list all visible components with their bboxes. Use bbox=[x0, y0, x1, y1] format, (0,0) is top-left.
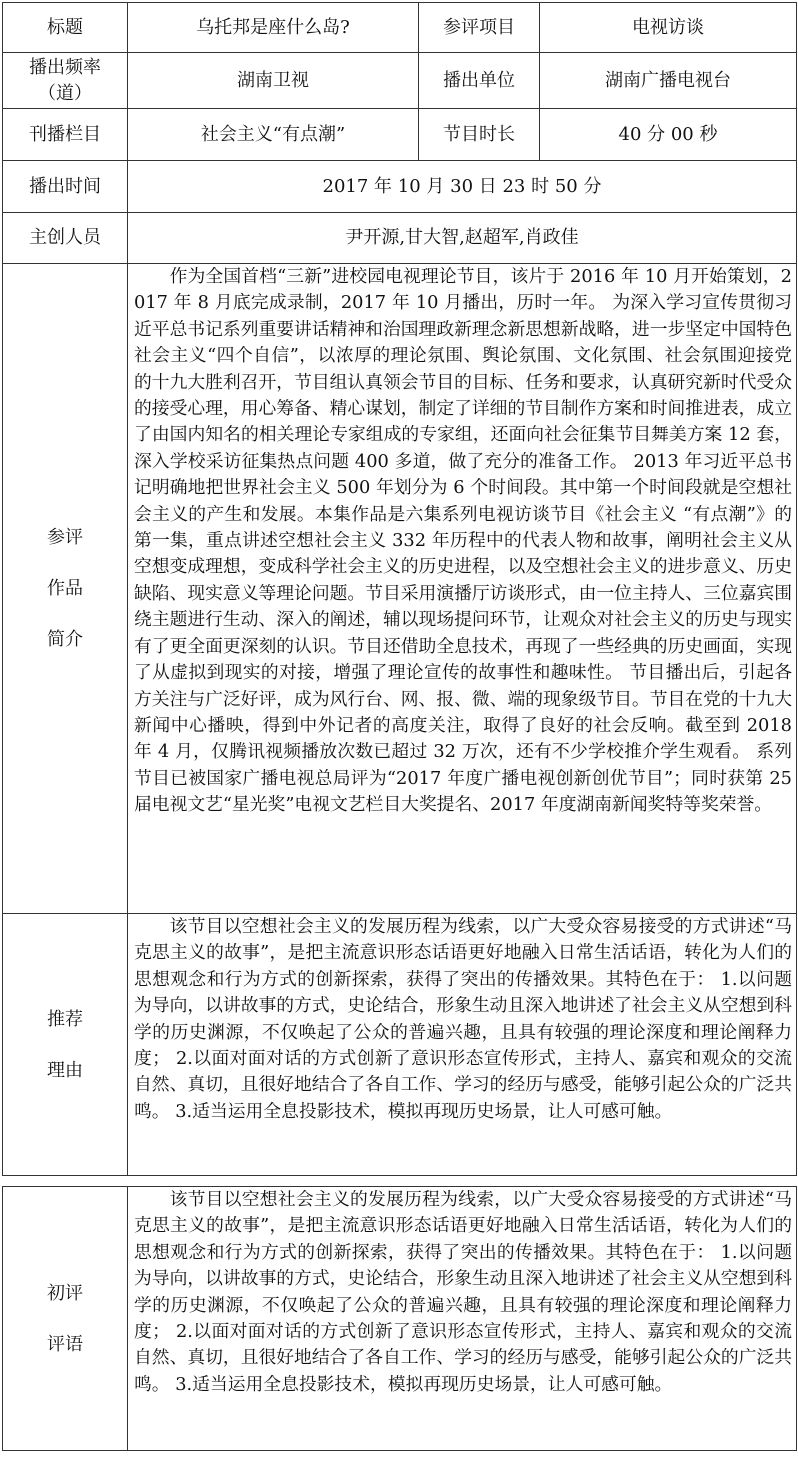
column-value: 社会主义“有点潮” bbox=[128, 109, 419, 161]
review-table bbox=[2, 1186, 797, 1451]
channel-value: 湖南卫视 bbox=[128, 53, 419, 109]
airtime-value: 2017 年 10 月 30 日 23 时 50 分 bbox=[128, 161, 797, 213]
unit-value: 湖南广播电视台 bbox=[540, 53, 797, 109]
creators-label: 主创人员 bbox=[3, 213, 128, 264]
creators-row bbox=[3, 213, 797, 264]
title-value: 乌托邦是座什么岛? bbox=[128, 3, 419, 53]
review-row bbox=[3, 1187, 797, 1451]
channel-row bbox=[3, 53, 797, 109]
duration-value: 40 分 00 秒 bbox=[540, 109, 797, 161]
category-label: 参评项目 bbox=[419, 3, 540, 53]
channel-label: 播出频率（道） bbox=[3, 53, 128, 109]
column-label: 刊播栏目 bbox=[3, 109, 128, 161]
recommend-label-line: 理由 bbox=[47, 1059, 83, 1081]
recommend-label-line: 推荐 bbox=[47, 1008, 83, 1030]
review-text: 该节目以空想社会主义的发展历程为线索，以广大受众容易接受的方式讲述“马克思主义的故事”，是把主流意识形态话语更好地融入日常生活话语，转化为人们的思想观念和行为方式的创新探索，获得了突出的传播效果。其特色在于： 1.以问题为导向，以讲故事的方式，史论结合，形象生动且深入地讲述了社会主义从空想到科学的历史渊源，不仅唤起了公众的普遍兴趣，且具有较强的理论深度和理论阐释力度； 2.以面对面对话的方式创新了意识形态宣传形式，主持人、嘉宾和观众的交流自然、真切，且很好地结合了各自工作、学习的经历与感受，能够引起公众的广泛共鸣。 3.适当运用全息投影技术，模拟再现历史场景，让人可感可触。 bbox=[128, 1187, 797, 1451]
unit-label: 播出单位 bbox=[419, 53, 540, 109]
category-value: 电视访谈 bbox=[540, 3, 797, 53]
column-row bbox=[3, 109, 797, 161]
recommend-row bbox=[3, 914, 797, 1176]
review-label-line: 初评 bbox=[47, 1282, 83, 1304]
summary-label-line: 作品 bbox=[47, 578, 83, 599]
review-label bbox=[3, 1187, 128, 1451]
creators-value: 尹开源,甘大智,赵超军,肖政佳 bbox=[128, 213, 797, 264]
title-label: 标题 bbox=[3, 3, 128, 53]
entry-form-table bbox=[2, 2, 797, 1176]
summary-text: 作为全国首档“三新”进校园电视理论节目，该片于 2016 年 10 月开始策划，2017 年 8 月底完成录制，2017 年 10 月播出，历时一年。 为深入学习宣传贯彻习近平总书记系列重要讲话精神和治国理政新理念新思想新战略，进一步坚定中国特色社会主义“四个自信”，以浓厚的理论氛围、舆论氛围、文化氛围、社会氛围迎接党的十九大胜利召开，节目组认真领会节目的目标、任务和要求，认真研究新时代受众的接受心理，用心筹备、精心谋划，制定了详细的节目制作方案和时间推进表，成立了由国内知名的相关理论专家组成的专家组，还面向社会征集节目舞美方案 12 套，深入学校采访征集热点问题 400 多道，做了充分的准备工作。 2013 年习近平总书记明确地把世界社会主义 500 年划分为 6 个时间段。其中第一个时间段就是空想社会主义的产生和发展。本集作品是六集系列电视访谈节目《社会主义 “有点潮”》的第一集，重点讲述空想社会主义 332 年历程中的代表人物和故事，阐明社会主义从空想变成理想，变成科学社会主义的历史进程，以及空想社会主义的进步意义、历史缺陷、现实意义等理论问题。节目采用演播厅访谈形式，由一位主持人、三位嘉宾围绕主题进行生动、深入的阐述，辅以现场提问环节，让观众对社会主义的历史与现实有了更全面更深刻的认识。节目还借助全息技术，再现了一些经典的历史画面，实现了从虚拟到现实的对接，增强了理论宣传的故事性和趣味性。 节目播出后，引起各方关注与广泛好评，成为风行台、网、报、微、端的现象级节目。节目在党的十九大新闻中心播映，得到中外记者的高度关注，取得了良好的社会反响。截至到 2018 年 4 月，仅腾讯视频播放次数已超过 32 万次，还有不少学校推介学生观看。 系列节目已被国家广播电视总局评为“2017 年度广播电视创新创优节目”；同时获第 25 届电视文艺“星光奖”电视文艺栏目大奖提名、2017 年度湖南新闻奖特等奖荣誉。 bbox=[128, 264, 797, 914]
recommend-label bbox=[3, 914, 128, 1176]
title-row bbox=[3, 3, 797, 53]
summary-label-line: 简介 bbox=[47, 629, 83, 650]
summary-row bbox=[3, 264, 797, 914]
summary-label-line: 参评 bbox=[47, 527, 83, 548]
review-label-line: 评语 bbox=[47, 1333, 83, 1355]
summary-label bbox=[3, 264, 128, 914]
recommend-text: 该节目以空想社会主义的发展历程为线索，以广大受众容易接受的方式讲述“马克思主义的故事”，是把主流意识形态话语更好地融入日常生活话语，转化为人们的思想观念和行为方式的创新探索，获得了突出的传播效果。其特色在于： 1.以问题为导向，以讲故事的方式，史论结合，形象生动且深入地讲述了社会主义从空想到科学的历史渊源，不仅唤起了公众的普遍兴趣，且具有较强的理论深度和理论阐释力度； 2.以面对面对话的方式创新了意识形态宣传形式，主持人、嘉宾和观众的交流自然、真切，且很好地结合了各自工作、学习的经历与感受，能够引起公众的广泛共鸣。 3.适当运用全息投影技术，模拟再现历史场景，让人可感可触。 bbox=[128, 914, 797, 1176]
duration-label: 节目时长 bbox=[419, 109, 540, 161]
airtime-label: 播出时间 bbox=[3, 161, 128, 213]
airtime-row bbox=[3, 161, 797, 213]
